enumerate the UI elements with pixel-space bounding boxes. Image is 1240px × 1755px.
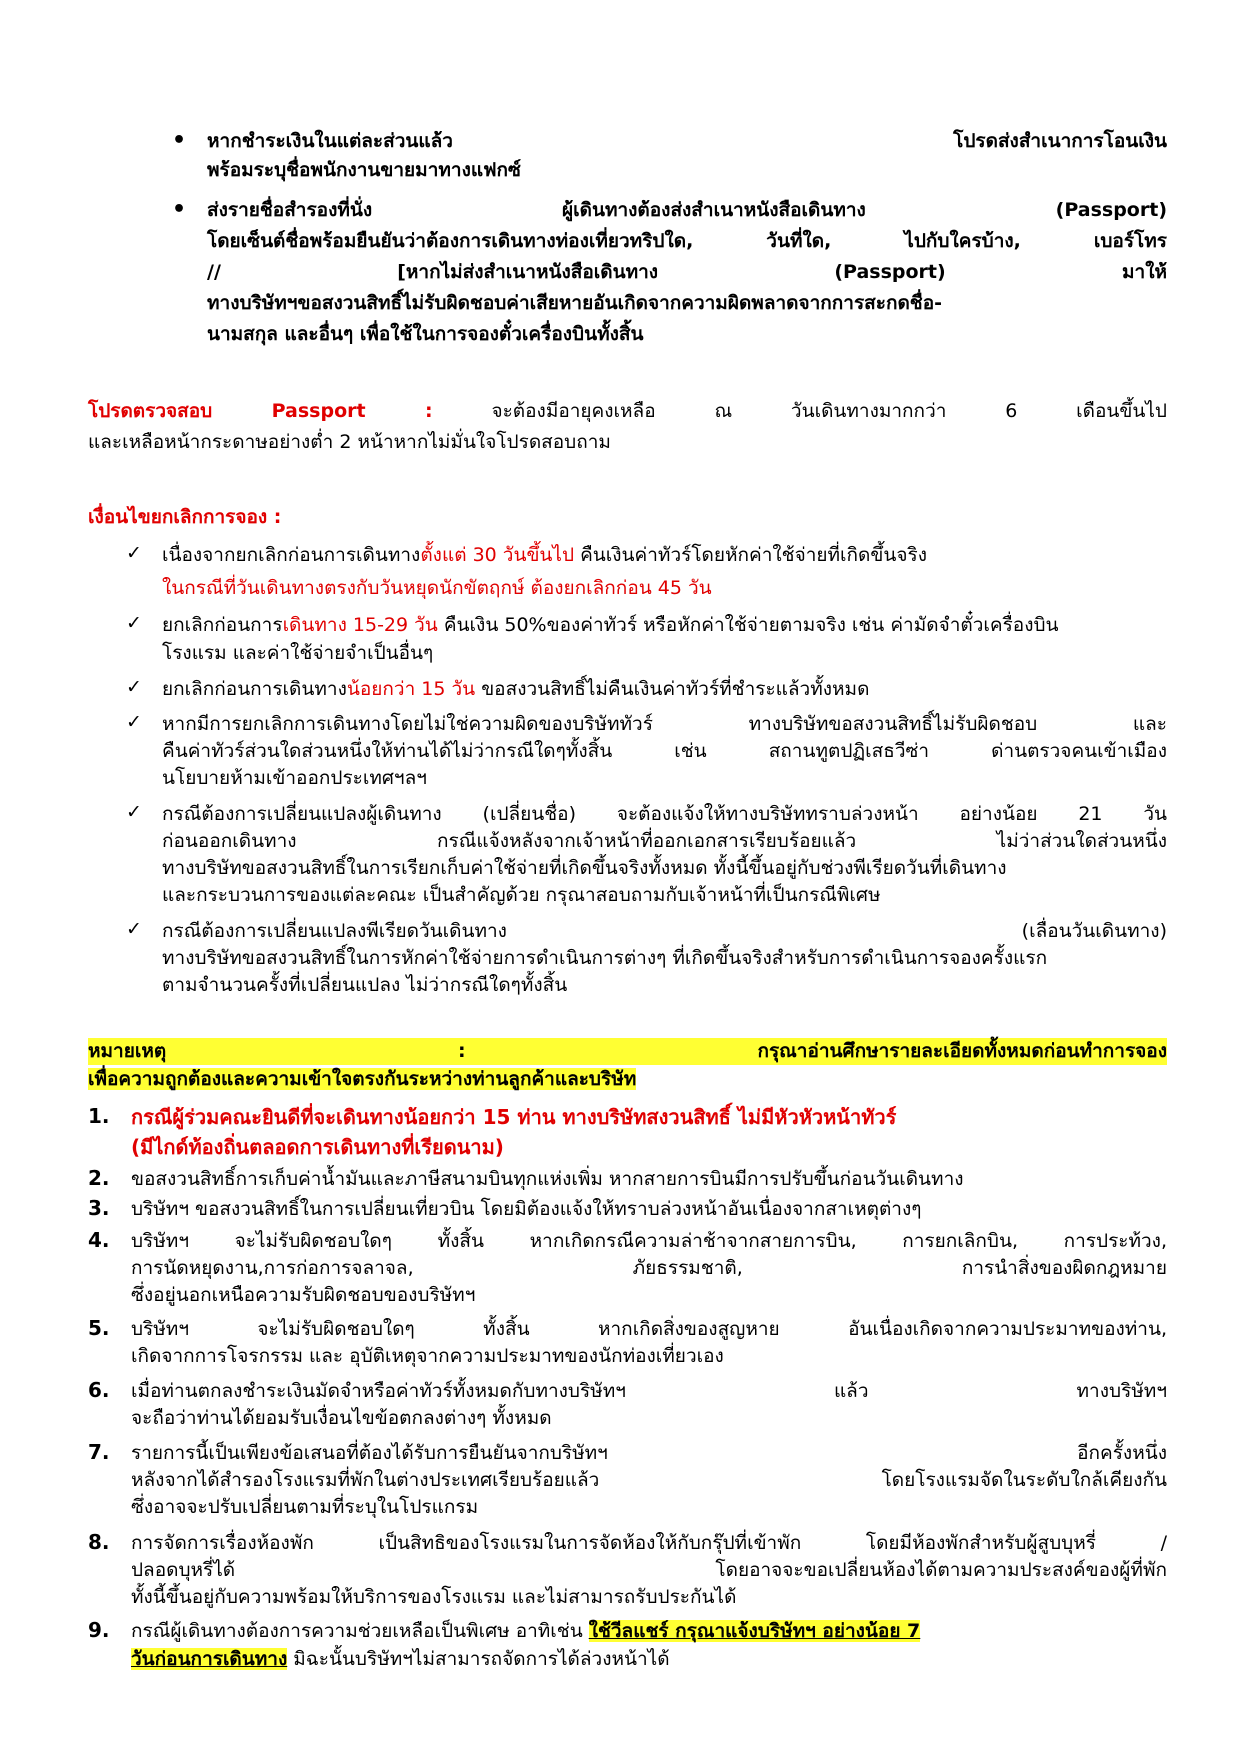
bullet-2-line-5: นามสกุล และอื่นๆ เพื่อใช้ในการจองตั๋วเครื่องบินทั้งสิ้น <box>207 323 644 345</box>
num-8-line-3: ทั้งนี้ขึ้นอยู่กับความพร้อมให้บริการของโรงแรม และไม่สามารถรับประกันได้ <box>131 1586 737 1608</box>
cancel-item-3-text-c: ขอสงวนสิทธิ์ไม่คืนเงินค่าทัวร์ที่ชำระแล้วทั้งหมด <box>475 678 870 700</box>
check-icon: ✓ <box>126 801 142 823</box>
bullet-2-line-2: โดยเซ็นต์ชื่อพร้อมยืนยันว่าต้องการเดินทางท่องเที่ยวทริปใด, วันที่ใด, ไปกับใครบ้าง, เบอร์โทร <box>207 230 1167 252</box>
num-4-line-1: บริษัทฯ จะไม่รับผิดชอบใดๆ ทั้งสิ้น หากเกิดกรณีความล่าช้าจากสายการบิน, การยกเลิกบิน, การประท้วง, <box>131 1230 1167 1252</box>
num-9-text-b: มิฉะนั้นบริษัทฯไม่สามารถจัดการได้ล่วงหน้าได้ <box>287 1648 670 1670</box>
cancel-item-2-line-2: โรงแรม และค่าใช้จ่ายจำเป็นอื่นๆ <box>162 642 434 664</box>
cancel-item-3-line-1 <box>162 676 1167 703</box>
cancel-heading: เงื่อนไขยกเลิกการจอง : <box>88 506 282 528</box>
note-line-2-text: เพื่อความถูกต้องและความเข้าใจตรงกันระหว่างท่านลูกค้าและบริษัท <box>88 1068 637 1090</box>
passport-line-1 <box>88 398 1167 425</box>
num-3-line-1: บริษัทฯ ขอสงวนสิทธิ์ในการเปลี่ยนเที่ยวบิน โดยมิต้องแจ้งให้ทราบล่วงหน้าอันเนื่องจากสาเหตุต่างๆ <box>131 1198 922 1220</box>
list-number: 9. <box>88 1618 110 1642</box>
num-5-line-2: เกิดจากการโจรกรรม และ อุบัติเหตุจากความประมาทของนักท่องเที่ยวเอง <box>131 1345 724 1367</box>
bullet-2-line-4: ทางบริษัทฯขอสงวนสิทธิ์ไม่รับผิดชอบค่าเสียหายอันเกิดจากความผิดพลาดจากการสะกดชื่อ- <box>207 292 942 314</box>
cancel-item-3-highlight: น้อยกว่า 15 วัน <box>346 678 476 700</box>
cancel-item-5-line-2: ก่อนออกเดินทาง กรณีแจ้งหลังจากเจ้าหน้าที่ออกเอกสารเรียบร้อยแล้ว ไม่ว่าส่วนใดส่วนหนึ่ง <box>162 830 1167 852</box>
check-icon: ✓ <box>126 711 142 733</box>
num-9-line-2 <box>131 1646 1167 1673</box>
num-7-line-2: หลังจากได้สำรองโรงแรมที่พักในต่างประเทศเรียบร้อยแล้ว โดยโรงแรมจัดในระดับใกล้เคียงกัน <box>131 1469 1167 1491</box>
check-icon: ✓ <box>126 918 142 940</box>
bullet-1-line-1: หากชำระเงินในแต่ละส่วนแล้ว โปรดส่งสำเนาการโอนเงิน <box>207 130 1167 152</box>
cancel-item-2-text-a: ยกเลิกก่อนการ <box>162 614 283 636</box>
list-number: 2. <box>88 1166 110 1190</box>
cancel-item-1-text-c: คืนเงินค่าทัวร์โดยหักค่าใช้จ่ายที่เกิดขึ้นจริง <box>574 544 927 566</box>
cancel-item-1-line-2: ในกรณีที่วันเดินทางตรงกับวันหยุดนักขัตฤกษ์ ต้องยกเลิกก่อน 45 วัน <box>162 577 712 599</box>
cancel-item-2-highlight: เดินทาง 15-29 วัน <box>282 614 438 636</box>
passport-line-2: และเหลือหน้ากระดาษอย่างต่ำ 2 หน้าหากไม่มั่นใจโปรดสอบถาม <box>88 431 611 453</box>
check-icon: ✓ <box>126 612 142 634</box>
num-4-line-3: ซึ่งอยู่นอกเหนือความรับผิดชอบของบริษัทฯ <box>131 1284 476 1306</box>
num-6-line-2: จะถือว่าท่านได้ยอมรับเงื่อนไขข้อตกลงต่างๆ ทั้งหมด <box>131 1407 552 1429</box>
bullet-2-line-1: ส่งรายชื่อสำรองที่นั่ง ผู้เดินทางต้องส่งสำเนาหนังสือเดินทาง (Passport) <box>207 199 1167 221</box>
cancel-item-6-line-1: กรณีต้องการเปลี่ยนแปลงพีเรียดวันเดินทาง (เลื่อนวันเดินทาง) <box>162 920 1167 942</box>
num-9-text-a: กรณีผู้เดินทางต้องการความช่วยเหลือเป็นพิเศษ อาทิเช่น <box>131 1620 589 1642</box>
cancel-item-5-line-1: กรณีต้องการเปลี่ยนแปลงผู้เดินทาง (เปลี่ยนชื่อ) จะต้องแจ้งให้ทางบริษัททราบล่วงหน้า อย่างน้อย 21 วัน <box>162 803 1167 825</box>
cancel-item-4-line-1: หากมีการยกเลิกการเดินทางโดยไม่ใช่ความผิดของบริษัททัวร์ ทางบริษัทขอสงวนสิทธิ์ไม่รับผิดชอบ และ <box>162 713 1167 735</box>
cancel-item-3-text-a: ยกเลิกก่อนการเดินทาง <box>162 678 347 700</box>
list-number: 4. <box>88 1228 110 1252</box>
num-5-line-1: บริษัทฯ จะไม่รับผิดชอบใดๆ ทั้งสิ้น หากเกิดสิ่งของสูญหาย อันเนื่องเกิดจากความประมาทของท่าน, <box>131 1318 1167 1340</box>
list-number: 5. <box>88 1316 110 1340</box>
list-number: 1. <box>88 1104 110 1128</box>
bullet-2-line-3: // [หากไม่ส่งสำเนาหนังสือเดินทาง (Passport) มาให้ <box>207 261 1167 283</box>
bullet-dot: • <box>172 197 187 222</box>
cancel-item-5-line-4: และกระบวนการของแต่ละคณะ เป็นสำคัญด้วย กรุณาสอบถามกับเจ้าหน้าที่เป็นกรณีพิเศษ <box>162 884 881 906</box>
list-number: 6. <box>88 1378 110 1402</box>
cancel-item-6-line-2: ทางบริษัทขอสงวนสิทธิ์ในการหักค่าใช้จ่ายการดำเนินการต่างๆ ที่เกิดขึ้นจริงสำหรับการดำเนินการจองครั้งแรก <box>162 947 1048 969</box>
check-icon: ✓ <box>126 542 142 564</box>
passport-label: โปรดตรวจสอบ Passport : <box>88 400 433 422</box>
cancel-item-4-line-2: คืนค่าทัวร์ส่วนใดส่วนหนึ่งให้ท่านได้ไม่ว่ากรณีใดๆทั้งสิ้น เช่น สถานทูตปฏิเสธวีซ่า ด่านตรวจคนเข้าเมือง <box>162 740 1167 762</box>
cancel-item-4-line-3: นโยบายห้ามเข้าออกประเทศฯลฯ <box>162 767 427 789</box>
cancel-item-2-line-1 <box>162 612 1167 639</box>
num-9-line-1 <box>131 1618 1167 1645</box>
bullet-dot: • <box>172 128 187 153</box>
note-line-1: หมายเหตุ : กรุณาอ่านศึกษารายละเอียดทั้งหมดก่อนทำการจอง <box>88 1038 1167 1065</box>
num-8-line-2: ปลอดบุหรี่ได้ โดยอาจจะขอเปลี่ยนห้องได้ตามความประสงค์ของผู้ที่พัก <box>131 1559 1167 1581</box>
num-8-line-1: การจัดการเรื่องห้องพัก เป็นสิทธิของโรงแรมในการจัดห้องให้กับกรุ๊ปที่เข้าพัก โดยมีห้องพักสำหรับผู้สูบบุหรี่ / <box>131 1532 1167 1554</box>
num-4-line-2: การนัดหยุดงาน,การก่อการจลาจล, ภัยธรรมชาติ, การนำสิ่งของผิดกฎหมาย <box>131 1257 1167 1279</box>
cancel-item-1-text-a: เนื่องจากยกเลิกก่อนการเดินทาง <box>162 544 421 566</box>
list-number: 8. <box>88 1530 110 1554</box>
list-number: 3. <box>88 1196 110 1220</box>
num-7-line-1: รายการนี้เป็นเพียงข้อเสนอที่ต้องได้รับการยืนยันจากบริษัทฯ อีกครั้งหนึ่ง <box>131 1442 1167 1464</box>
note-line-2 <box>88 1066 636 1093</box>
check-icon: ✓ <box>126 676 142 698</box>
num-9-highlight-b: วันก่อนการเดินทาง <box>131 1648 288 1670</box>
cancel-item-1-line-1 <box>162 542 1167 569</box>
num-1-line-2: (มีไกด์ท้องถิ่นตลอดการเดินทางที่เรียดนาม) <box>131 1135 504 1159</box>
num-2-line-1: ขอสงวนสิทธิ์การเก็บค่าน้ำมันและภาษีสนามบินทุกแห่งเพิ่ม หากสายการบินมีการปรับขึ้นก่อนวันเดินทาง <box>131 1168 964 1190</box>
passport-text: จะต้องมีอายุคงเหลือ ณ วันเดินทางมากกว่า 6 เดือนขึ้นไป <box>491 400 1167 422</box>
cancel-item-1-highlight: ตั้งแต่ 30 วันขึ้นไป <box>420 544 575 566</box>
num-1-line-1: กรณีผู้ร่วมคณะยินดีที่จะเดินทางน้อยกว่า 15 ท่าน ทางบริษัทสงวนสิทธิ์ ไม่มีหัวหัวหน้าทัวร์ <box>131 1105 897 1129</box>
bullet-1-line-2: พร้อมระบุชื่อพนักงานขายมาทางแฟกซ์ <box>207 159 521 181</box>
cancel-item-5-line-3: ทางบริษัทขอสงวนสิทธิ์ในการเรียกเก็บค่าใช้จ่ายที่เกิดขึ้นจริงทั้งหมด ทั้งนี้ขึ้นอยู่กับช่วงพีเรียดวันที่เดินทาง <box>162 857 1007 879</box>
list-number: 7. <box>88 1440 110 1464</box>
cancel-item-2-text-c: คืนเงิน 50%ของค่าทัวร์ หรือหักค่าใช้จ่ายตามจริง เช่น ค่ามัดจำตั๋วเครื่องบิน <box>437 614 1059 636</box>
cancel-item-6-line-3: ตามจำนวนครั้งที่เปลี่ยนแปลง ไม่ว่ากรณีใดๆทั้งสิ้น <box>162 974 568 996</box>
num-9-highlight-a: ใช้วีลแชร์ กรุณาแจ้งบริษัทฯ อย่างน้อย 7 <box>588 1620 921 1642</box>
num-7-line-3: ซึ่งอาจจะปรับเปลี่ยนตามที่ระบุในโปรแกรม <box>131 1496 479 1518</box>
num-6-line-1: เมื่อท่านตกลงชำระเงินมัดจำหรือค่าทัวร์ทั้งหมดกับทางบริษัทฯ แล้ว ทางบริษัทฯ <box>131 1380 1167 1402</box>
